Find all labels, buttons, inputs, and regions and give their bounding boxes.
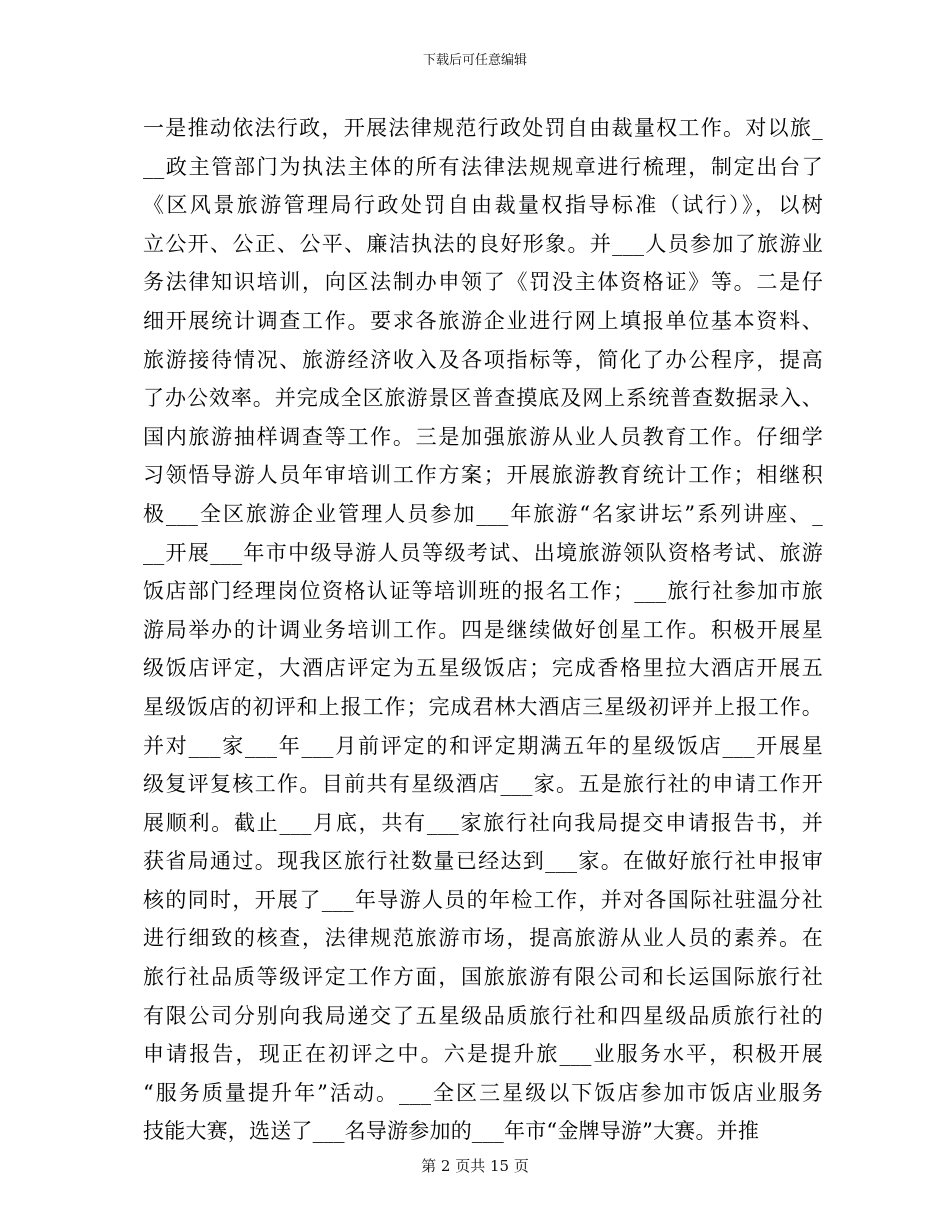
page-header: 下载后可任意编辑 <box>422 53 527 68</box>
text-line: 有限公司分别向我局递交了五星级品质旅行社和四星级品质旅行社的 <box>143 1003 823 1028</box>
text-line: 国内旅游抽样调查等工作。三是加强旅游从业人员教育工作。仔细学 <box>143 424 823 449</box>
text-line: __开展___年市中级导游人员等级考试、出境旅游领队资格考试、旅游 <box>143 540 823 565</box>
text-line: 星级饭店的初评和上报工作；完成君林大酒店三星级初评并上报工作。 <box>143 694 823 719</box>
text-line: 游局举办的计调业务培训工作。四是继续做好创星工作。积极开展星 <box>143 617 823 642</box>
text-line: 获省局通过。现我区旅行社数量已经达到___家。在做好旅行社申报审 <box>143 849 823 874</box>
text-line: 细开展统计调查工作。要求各旅游企业进行网上填报单位基本资料、 <box>143 308 823 333</box>
document-body <box>143 109 823 1151</box>
text-line: 极___全区旅游企业管理人员参加___年旅游“名家讲坛”系列讲座、_ <box>143 501 823 526</box>
text-line: 饭店部门经理岗位资格认证等培训班的报名工作；___旅行社参加市旅 <box>143 579 823 604</box>
text-line: 了办公效率。并完成全区旅游景区普查摸底及网上系统普查数据录入、 <box>143 386 823 411</box>
text-line: 申请报告，现正在初评之中。六是提升旅___业服务水平，积极开展 <box>143 1042 823 1067</box>
text-line: 并对___家___年___月前评定的和评定期满五年的星级饭店___开展星 <box>143 733 823 758</box>
text-line: “服务质量提升年”活动。___全区三星级以下饭店参加市饭店业服务 <box>143 1080 823 1105</box>
text-line: 旅行社品质等级评定工作方面，国旅旅游有限公司和长运国际旅行社 <box>143 965 823 990</box>
text-line: 务法律知识培训，向区法制办申领了《罚没主体资格证》等。二是仔 <box>143 270 823 295</box>
text-line: __政主管部门为执法主体的所有法律法规规章进行梳理，制定出台了 <box>143 154 823 179</box>
text-line: 旅游接待情况、旅游经济收入及各项指标等，简化了办公程序，提高 <box>143 347 823 372</box>
text-line: 级复评复核工作。目前共有星级酒店___家。五是旅行社的申请工作开 <box>143 772 823 797</box>
text-line: 级饭店评定，大酒店评定为五星级饭店；完成香格里拉大酒店开展五 <box>143 656 823 681</box>
text-line: 核的同时，开展了___年导游人员的年检工作，并对各国际社驻温分社 <box>143 887 823 912</box>
text-line: 展顺利。截止___月底，共有___家旅行社向我局提交申请报告书，并 <box>143 810 823 835</box>
text-line: 习领悟导游人员年审培训工作方案；开展旅游教育统计工作；相继积 <box>143 463 823 488</box>
text-line: 进行细致的核查，法律规范旅游市场，提高旅游从业人员的素养。在 <box>143 926 823 951</box>
text-line: 《区风景旅游管理局行政处罚自由裁量权指导标准（试行）》，以树 <box>143 193 823 218</box>
text-line: 技能大赛，选送了___名导游参加的___年市“金牌导游”大赛。并推 <box>143 1119 760 1144</box>
text-line: 一是推动依法行政，开展法律规范行政处罚自由裁量权工作。对以旅_ <box>143 116 823 140</box>
text-line: 立公开、公正、公平、廉洁执法的良好形象。并___人员参加了旅游业 <box>143 231 823 256</box>
page-footer: 第 2 页共 15 页 <box>421 1157 529 1175</box>
